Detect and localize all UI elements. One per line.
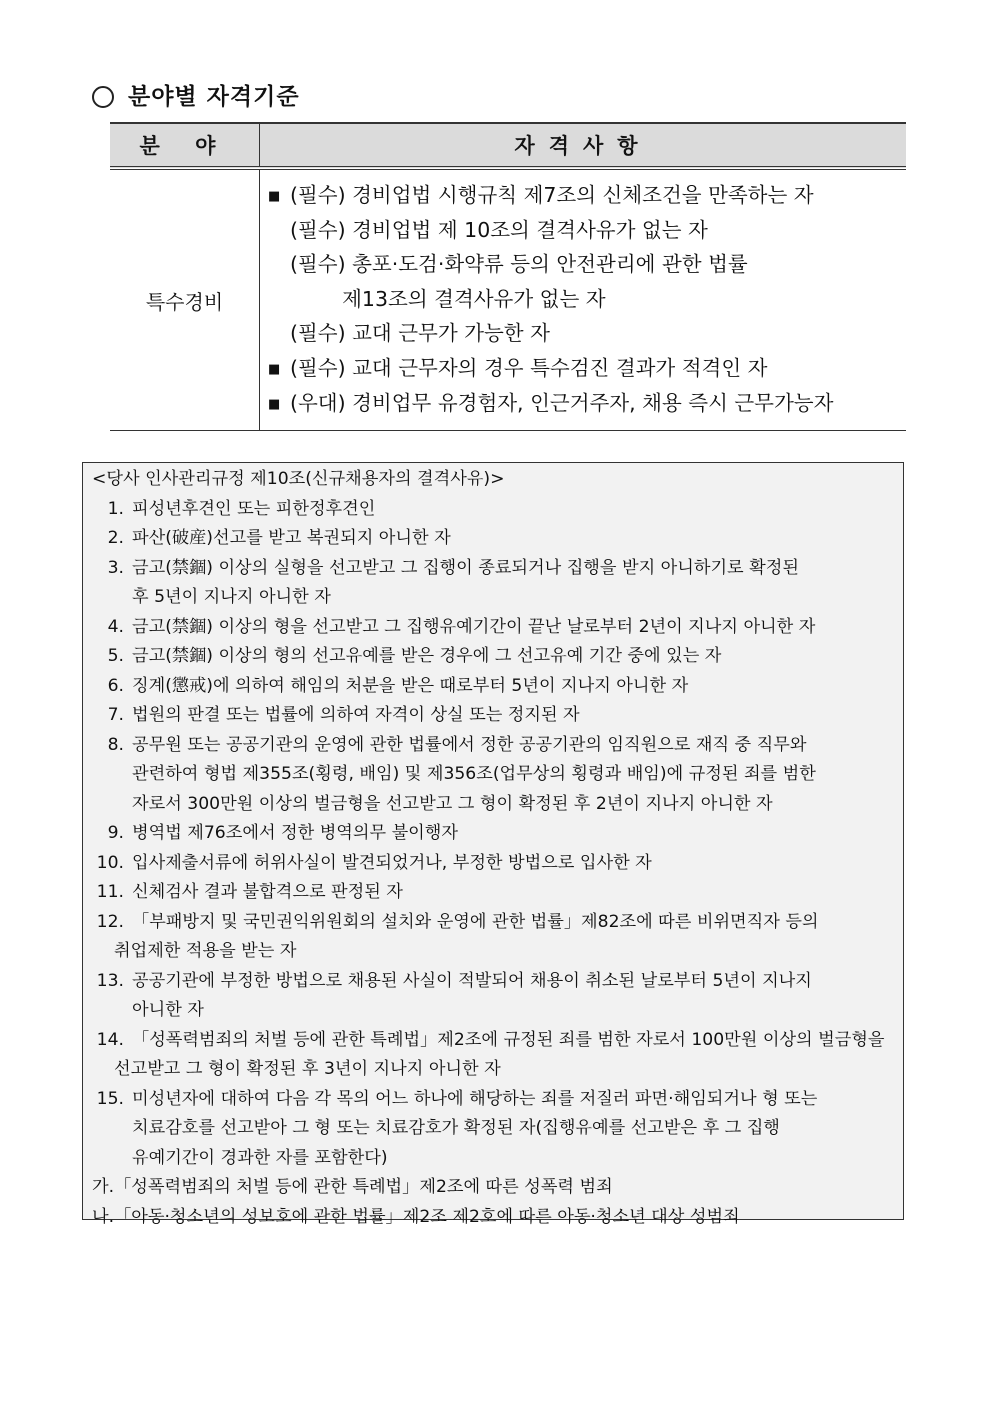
- circle-icon: [92, 86, 114, 108]
- regulation-item-text: 「부패방지 및 국민권익위원회의 설치와 운영에 관한 법률」제82조에 따른 비위면직자 등의: [132, 911, 819, 932]
- regulation-subitem: 나.「아동·청소년의 성보호에 관한 법률」제2조 제2호에 따른 아동·청소년 대상 성범죄: [92, 1206, 740, 1227]
- header-field: 분 야: [110, 123, 260, 168]
- regulation-item: [92, 878, 895, 908]
- table-row: [110, 168, 906, 431]
- table-header-row: [110, 123, 906, 168]
- regulation-item-first-line: [92, 1085, 895, 1115]
- regulation-item-first-line: [92, 1026, 895, 1056]
- regulation-item-text: 신체검사 결과 불합격으로 판정된 자: [132, 882, 403, 902]
- qualification-text: (필수) 교대 근무가 가능한 자: [290, 321, 550, 346]
- regulation-item-number: 10.: [96, 852, 124, 873]
- regulation-subitem: 가.「성폭력범죄의 처벌 등에 관한 특례법」제2조에 따른 성폭력 범죄: [92, 1177, 613, 1197]
- regulation-item: [92, 613, 895, 643]
- regulation-item-number: 3.: [107, 557, 124, 578]
- regulation-item-continuation: 후 5년이 지나지 아니한 자: [132, 587, 331, 607]
- regulation-item-text: 공무원 또는 공공기관의 운영에 관한 법률에서 정한 공공기관의 임직원으로 재직 중 직무와: [132, 734, 807, 755]
- regulation-item-first-line: [92, 613, 895, 643]
- regulation-item-text: 금고(禁錮) 이상의 형의 선고유예를 받은 경우에 그 선고유예 기간 중에 있는 자: [132, 646, 722, 666]
- qualification-line: [268, 247, 906, 282]
- regulation-item-text: 징계(懲戒)에 의하여 해임의 처분을 받은 때로부터 5년이 지나지 아니한 자: [132, 675, 689, 696]
- regulation-item-number: 2.: [107, 528, 124, 548]
- qualification-text: 제13조의 결격사유가 없는 자: [290, 286, 606, 311]
- square-bullet-icon: ■: [268, 189, 281, 204]
- qualification-line: [268, 282, 906, 317]
- regulation-item-number: 14.: [96, 1029, 124, 1050]
- regulation-title: <당사 인사관리규정 제10조(신규채용자의 결격사유)>: [92, 469, 505, 489]
- regulation-item-number: 1.: [107, 498, 124, 519]
- regulation-item: [92, 819, 895, 849]
- regulation-item-first-line: [92, 642, 895, 672]
- field-cell: 특수경비: [110, 168, 260, 431]
- regulation-item-number: 15.: [96, 1088, 124, 1109]
- regulation-item-text: 공공기관에 부정한 방법으로 채용된 사실이 적발되어 채용이 취소된 날로부터 5년이 지나지: [132, 970, 812, 991]
- qualification-text: (필수) 경비업법 시행규칙 제7조의 신체조건을 만족하는 자: [290, 183, 814, 207]
- regulation-item-continuation: 아니한 자: [132, 1000, 204, 1020]
- qualification-table: [110, 122, 906, 431]
- regulation-item: [92, 495, 895, 525]
- regulation-item: [92, 908, 895, 967]
- regulation-item: [92, 849, 895, 879]
- regulation-item-continuation: 자로서 300만원 이상의 벌금형을 선고받고 그 형이 확정된 후 2년이 지나지 아니한 자: [132, 793, 773, 814]
- qualification-cell: [260, 168, 907, 431]
- regulation-item: [92, 1026, 895, 1085]
- regulation-item-first-line: [92, 554, 895, 584]
- qualification-text: (필수) 총포·도검·화약류 등의 안전관리에 관한 법률: [290, 252, 748, 277]
- regulation-item-number: 11.: [96, 882, 124, 902]
- regulation-item-first-line: [92, 524, 895, 554]
- regulation-item: [92, 554, 895, 613]
- regulation-item-number: 7.: [107, 705, 124, 725]
- qualification-line: [268, 351, 906, 386]
- regulation-item-number: 4.: [107, 616, 124, 637]
- regulation-list: [92, 495, 895, 1174]
- regulation-item-first-line: [92, 701, 895, 731]
- regulation-item-number: 9.: [107, 823, 124, 843]
- qualification-text: (우대) 경비업무 유경험자, 인근거주자, 채용 즉시 근무가능자: [290, 390, 834, 415]
- regulation-item-first-line: [92, 495, 895, 525]
- qualification-text: (필수) 경비업법 제 10조의 결격사유가 없는 자: [290, 217, 708, 242]
- qualification-line: [268, 213, 906, 248]
- regulation-item-continuation: 치료감호를 선고받아 그 형 또는 치료감호가 확정된 자(집행유예를 선고받은 후 그 집행: [132, 1118, 780, 1138]
- regulation-item-number: 12.: [96, 911, 124, 932]
- regulation-item: [92, 1085, 895, 1174]
- section-heading-text: 분야별 자격기준: [128, 83, 300, 110]
- qualification-text: (필수) 교대 근무자의 경우 특수검진 결과가 적격인 자: [290, 355, 768, 380]
- regulation-item-first-line: [92, 967, 895, 997]
- regulation-sublist: [92, 1173, 895, 1232]
- regulation-item: [92, 524, 895, 554]
- regulation-item: [92, 967, 895, 1026]
- regulation-box: [82, 462, 904, 1227]
- regulation-item-first-line: [92, 672, 895, 702]
- regulation-item-text: 파산(破産)선고를 받고 복권되지 아니한 자: [132, 528, 451, 548]
- regulation-item-continuation: 취업제한 적용을 받는 자: [114, 941, 297, 961]
- square-bullet-icon: ■: [268, 361, 281, 377]
- regulation-item-continuation: 선고받고 그 형이 확정된 후 3년이 지나지 아니한 자: [114, 1059, 501, 1079]
- regulation-item-number: 6.: [107, 675, 124, 696]
- regulation-item-text: 금고(禁錮) 이상의 형을 선고받고 그 집행유예기간이 끝난 날로부터 2년이 지나지 아니한 자: [132, 616, 816, 637]
- regulation-item-number: 8.: [107, 734, 124, 755]
- regulation-item-text: 미성년자에 대하여 다음 각 목의 어느 하나에 해당하는 죄를 저질러 파면·해임되거나 형 또는: [132, 1088, 818, 1109]
- regulation-item: [92, 672, 895, 702]
- regulation-item-first-line: [92, 731, 895, 761]
- regulation-item: [92, 731, 895, 820]
- regulation-item-first-line: [92, 849, 895, 879]
- regulation-item-text: 「성폭력범죄의 처벌 등에 관한 특례법」제2조에 규정된 죄를 범한 자로서 100만원 이상의 벌금형을: [132, 1029, 885, 1050]
- regulation-item-text: 피성년후견인 또는 피한정후견인: [132, 498, 376, 519]
- regulation-item-first-line: [92, 908, 895, 938]
- regulation-item-first-line: [92, 819, 895, 849]
- regulation-item-text: 법원의 판결 또는 법률에 의하여 자격이 상실 또는 정지된 자: [132, 705, 580, 725]
- regulation-item: [92, 642, 895, 672]
- section-heading: [92, 78, 300, 111]
- qualification-line: [268, 178, 906, 213]
- header-qualification: 자격사항: [260, 123, 907, 168]
- qualification-line: [268, 386, 906, 421]
- regulation-item-text: 병역법 제76조에서 정한 병역의무 불이행자: [132, 823, 458, 843]
- regulation-item: [92, 701, 895, 731]
- regulation-item-number: 13.: [96, 970, 124, 991]
- regulation-item-number: 5.: [107, 646, 124, 666]
- regulation-item-first-line: [92, 878, 895, 908]
- regulation-item-text: 금고(禁錮) 이상의 실형을 선고받고 그 집행이 종료되거나 집행을 받지 아니하기로 확정된: [132, 557, 799, 578]
- regulation-item-continuation: 관련하여 형법 제355조(횡령, 배임) 및 제356조(업무상의 횡령과 배임)에 규정된 죄를 범한: [132, 764, 816, 784]
- qualification-line: [268, 316, 906, 351]
- regulation-item-text: 입사제출서류에 허위사실이 발견되었거나, 부정한 방법으로 입사한 자: [132, 852, 652, 873]
- square-bullet-icon: ■: [268, 396, 281, 412]
- regulation-item-continuation: 유예기간이 경과한 자를 포함한다): [132, 1147, 388, 1168]
